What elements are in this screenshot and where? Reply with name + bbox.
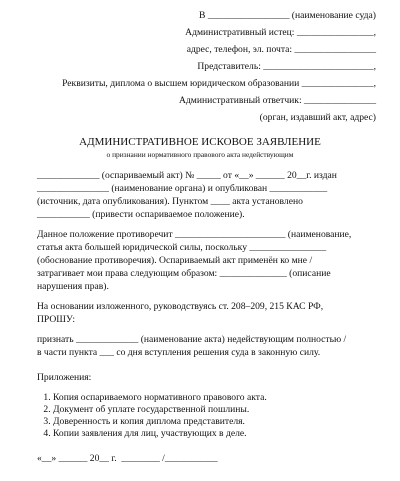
appendix-title: Приложения: (37, 372, 92, 383)
header-representative-diploma: Реквизиты, диплома о высшем юридическом образовании _______________, (62, 78, 376, 89)
header-defendant: Административный ответчик: _______________ (178, 95, 376, 106)
request-heading: ПРОШУ: (37, 314, 76, 325)
text-line: (источник, дата опубликования). Пунктом ____ акта установлено (37, 196, 303, 207)
text-line: _____________ (оспариваемый акт) № _____ от «__» ______ 20__г. издан (37, 170, 337, 181)
text-line: На основании изложенного, руководствуясь ст. 208–209, 215 КАС РФ, (37, 301, 324, 312)
header-plaintiff-contacts: адрес, телефон, эл. почта: _________________ (186, 44, 376, 55)
text-line: в части пункта ___ со дня вступления решения суда в законную силу. (37, 347, 321, 358)
signature-line: «__» ______ 20__ г. ________ /___________ (37, 453, 218, 464)
header-court: В _________________ (наименование суда) (199, 10, 376, 21)
text-line: _______________ (наименование органа) и опубликован ____________ (37, 183, 328, 194)
document-subtitle: о признании нормативного правового акта недействующим (106, 150, 294, 159)
header-plaintiff: Административный истец: ________________, (185, 27, 376, 38)
text-line: Данное положение противоречит _______________________ (наименование, (37, 229, 352, 240)
header-defendant-note: (орган, издавший акт, адрес) (259, 112, 376, 123)
text-line: статья акта большей юридической силы, поскольку ________________ (37, 242, 327, 253)
header-representative: Представитель: _______________________, (197, 61, 376, 72)
text-line: затрагивает мои права следующим образом: ______________ (описание (37, 268, 331, 279)
text-line: ___________ (привести оспариваемое положение). (37, 209, 245, 220)
list-item: 4. Копии заявления для лиц, участвующих в деле. (53, 429, 267, 441)
list-item: 3. Доверенность и копия диплома представителя. (53, 417, 267, 429)
text-line: признать _____________ (наименование акта) недействующим полностью / (37, 334, 347, 345)
document-title: АДМИНИСТРАТИВНОЕ ИСКОВОЕ ЗАЯВЛЕНИЕ (79, 136, 321, 148)
text-line: (обоснование противоречия). Оспариваемый акт применён ко мне / (37, 255, 313, 266)
appendix-list (37, 393, 267, 441)
text-line: нарушения прав). (37, 281, 109, 292)
list-item: 2. Документ об уплате государственной пошлины. (53, 405, 267, 417)
list-item: 1. Копия оспариваемого нормативного правового акта. (53, 393, 267, 405)
